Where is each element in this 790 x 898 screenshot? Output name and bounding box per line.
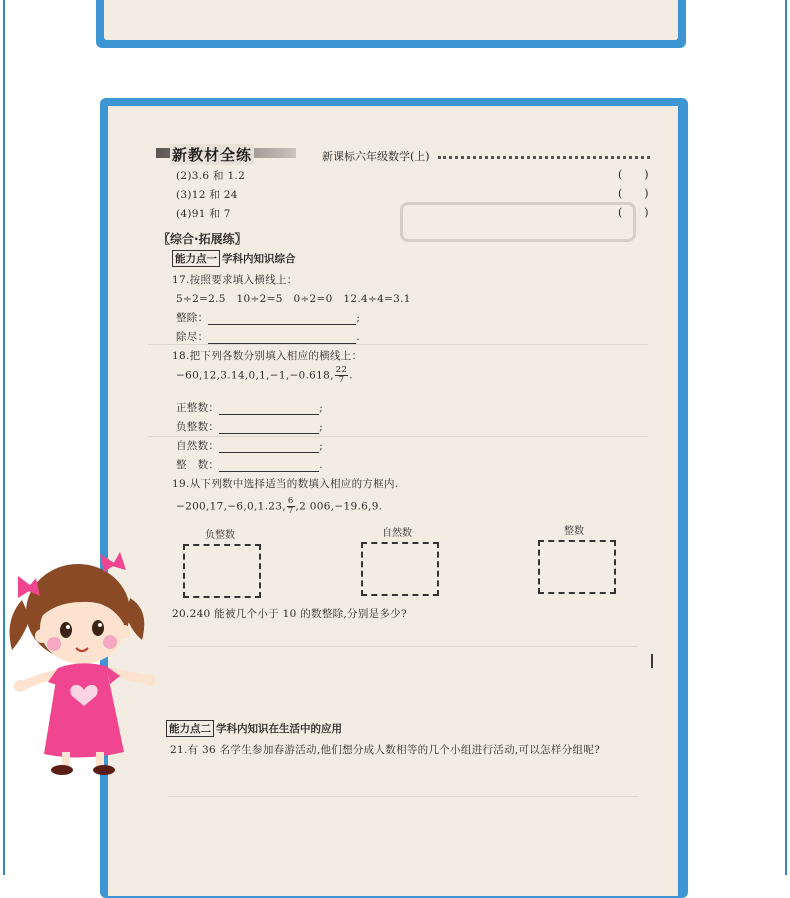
worksheet-page — [108, 106, 678, 896]
header-dotted-rule — [438, 156, 650, 159]
q18-row-integers: 整 数： . — [176, 459, 323, 471]
ghost-chapter-box — [400, 202, 636, 242]
q18-blank-3[interactable] — [219, 452, 319, 453]
q19-stem: 19.从下列数中选择适当的数填入相应的方框内. — [172, 478, 399, 490]
item-3-text: (3)12 和 24 — [176, 189, 238, 201]
item-4-answer-paren: ( ) — [618, 206, 649, 219]
q18-blank-4[interactable] — [219, 471, 319, 472]
ghost-rule — [148, 344, 648, 346]
q19-numbers: −200,17,−6,0,1.23, $\frac{6}{7}$ ,2 006,−19.6,9. — [176, 496, 383, 516]
previous-page-paper — [104, 0, 678, 40]
section-title: 〖综合·拓展练〗 — [158, 232, 247, 246]
label-natural-numbers: 自然数 — [382, 528, 412, 539]
series-title: 新教材全练 — [172, 146, 253, 164]
q18-row-natural-numbers: 自然数： ; — [176, 440, 324, 452]
q17-exact-division: 整除： ; — [176, 312, 361, 324]
item-4-text: (4)91 和 7 — [176, 208, 231, 220]
q18-blank-1[interactable] — [219, 414, 319, 415]
ghost-rule-4 — [168, 796, 638, 797]
q17-stem: 17.按照要求填入横线上： — [172, 274, 298, 286]
ability-point-1 — [172, 250, 296, 267]
q17-expressions: 5÷2=2.5 10÷2=5 0÷2=0 12.4÷4=3.1 — [176, 293, 411, 305]
right-border-line — [785, 0, 787, 875]
negative-integers-answer-box[interactable] — [183, 544, 261, 598]
cartoon-girl-illustration — [0, 540, 170, 780]
ability-point-2-text: 学科内知识在生活中的应用 — [216, 723, 342, 735]
page-frame — [100, 98, 688, 898]
q18-blank-2[interactable] — [219, 433, 319, 434]
q18-numbers: −60,12,3.14,0,1,−1,−0.618, $\frac{22}{7}$ . — [176, 365, 353, 385]
label-negative-integers: 负整数 — [205, 530, 235, 541]
q18-row-negative-integers: 负整数： ; — [176, 421, 324, 433]
q17-divisible: 除尽： . — [176, 331, 361, 343]
q21-stem: 21.有 36 名学生参加春游活动,他们想分成人数相等的几个小组进行活动,可以怎样分组呢? — [170, 744, 601, 756]
ghost-rule-2 — [148, 436, 648, 437]
q19-fraction: $\frac{6}{7}$ — [287, 496, 294, 516]
q20-stem: 20.240 能被几个小于 10 的数整除,分别是多少? — [172, 608, 407, 620]
q18-row-positive-integers: 正整数： ; — [176, 402, 324, 414]
q17-blank-2[interactable] — [208, 343, 356, 344]
ability-point-2-box: 能力点二 — [166, 720, 214, 737]
item-2-text: (2)3.6 和 1.2 — [176, 170, 246, 182]
section-title-text: 综合·拓展练 — [170, 232, 235, 246]
previous-page-frame — [96, 0, 686, 48]
ghost-rule-3 — [168, 646, 638, 647]
book-title: 新课标六年级数学(上) — [322, 150, 430, 163]
natural-numbers-answer-box[interactable] — [361, 542, 439, 596]
page-scuff-mark — [651, 654, 653, 668]
integers-answer-box[interactable] — [538, 540, 616, 594]
label-integers: 整数 — [564, 526, 584, 537]
q17-blank-1[interactable] — [208, 324, 356, 325]
item-2-answer-paren: ( ) — [618, 168, 649, 181]
ability-point-2 — [166, 720, 342, 737]
ability-point-1-text: 学科内知识综合 — [222, 253, 296, 265]
q18-stem: 18.把下列各数分别填入相应的横线上： — [172, 350, 363, 362]
q18-fraction: $\frac{22}{7}$ — [335, 365, 348, 385]
item-3-answer-paren: ( ) — [618, 187, 649, 200]
ability-point-1-box: 能力点一 — [172, 250, 220, 267]
